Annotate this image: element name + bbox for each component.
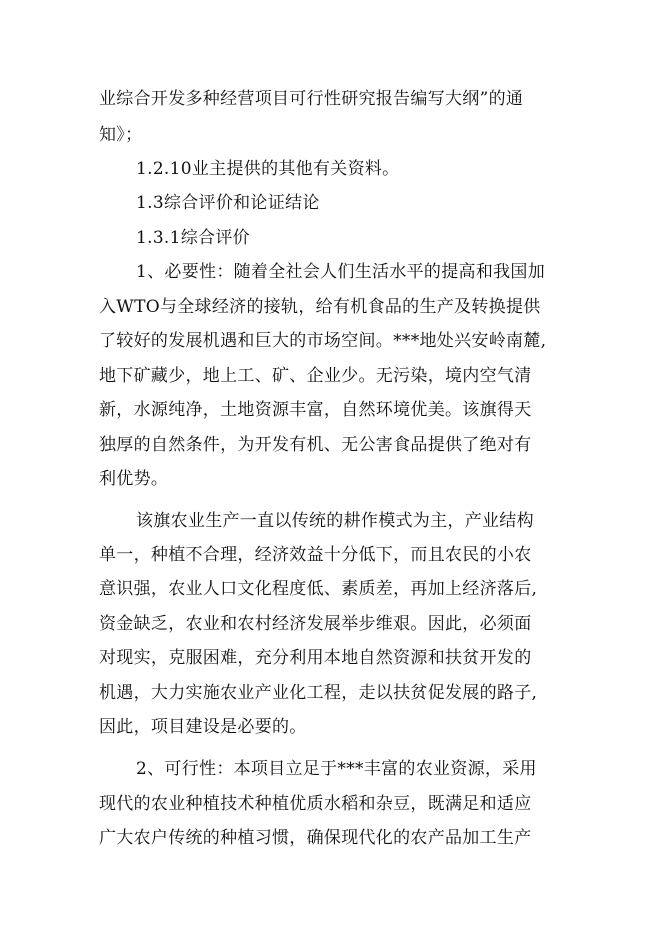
text-line: 知》； [99, 125, 143, 145]
text-line: 2、可行性：本项目立足于***丰富的农业资源，采用 [136, 759, 537, 779]
text-line: 资金缺乏，农业和农村经济发展举步维艰。因此，必须面 [99, 614, 532, 634]
text-line: 独厚的自然条件，为开发有机、无公害食品提供了绝对有 [99, 435, 532, 455]
section-heading: 1.2.10业主提供的其他有关资料。 [136, 159, 400, 179]
section-heading: 1.3.1综合评价 [136, 228, 250, 248]
text-line: 利优势。 [99, 469, 169, 489]
text-line: 业综合开发多种经营项目可行性研究报告编写大纲”的通 [99, 89, 524, 109]
text-line: 现代的农业种植技术种植优质水稻和杂豆，既满足和适应 [99, 794, 532, 814]
text-line: 该旗农业生产一直以传统的耕作模式为主，产业结构 [136, 511, 534, 531]
text-line: 了较好的发展机遇和巨大的市场空间。***地处兴安岭南麓, [99, 331, 547, 351]
text-line: 机遇，大力实施农业产业化工程，走以扶贫促发展的路子, [99, 683, 538, 703]
text-line: 地下矿藏少，地上工、矿、企业少。无污染，境内空气清 [99, 366, 532, 386]
text-line: 因此，项目建设是必要的。 [99, 717, 307, 737]
text-line: 对现实，克服困难，充分利用本地自然资源和扶贫开发的 [99, 648, 532, 668]
text-line: 单一，种植不合理，经济效益十分低下，而且农民的小农 [99, 545, 532, 565]
text-line: 1、必要性：随着全社会人们生活水平的提高和我国加 [136, 262, 546, 282]
text-line: 新，水源纯净，土地资源丰富，自然环境优美。该旗得天 [99, 400, 532, 420]
text-line: 入WTO与全球经济的接轨，给有机食品的生产及转换提供 [99, 297, 541, 317]
text-line: 意识强，农业人口文化程度低、素质差，再加上经济落后, [99, 579, 538, 599]
section-heading: 1.3综合评价和论证结论 [136, 193, 320, 213]
text-line: 广大农户传统的种植习惯，确保现代化的农产品加工生产 [99, 828, 532, 848]
